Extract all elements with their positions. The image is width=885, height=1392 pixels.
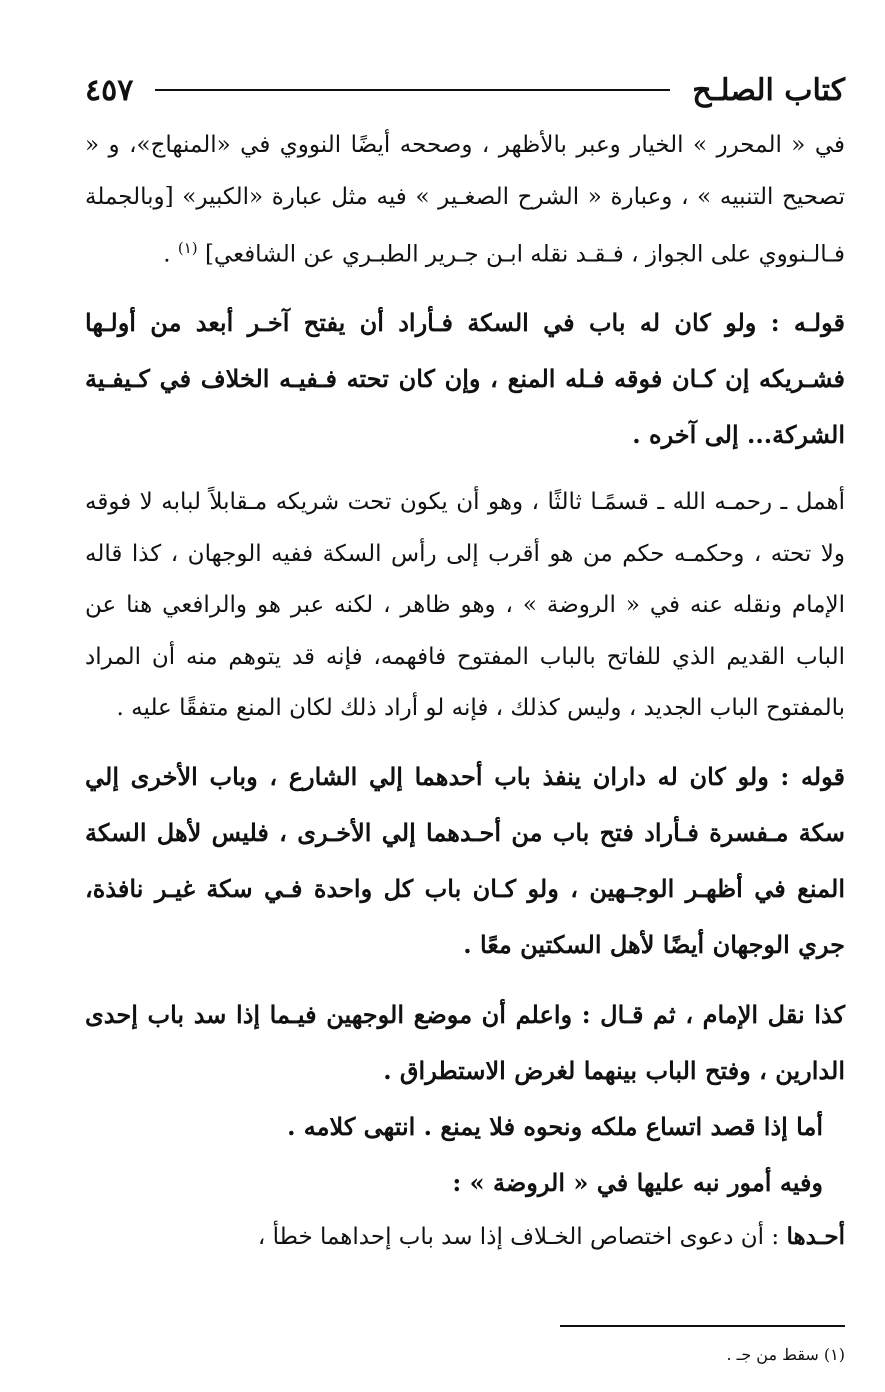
paragraph-1-text: في « المحرر » الخيار وعبر بالأظهر ، وصححه أيضًا النووي في «المنهاج»، و « تصحيح التنبيه » ، وعبارة « الشرح الصغـير » فيه مثل عبارة «الكبير» [وبالجملة فـالـنووي على الجواز ، فـقـد نقله ابـن جـرير الطبـري عن الشافعي] <box>85 132 845 268</box>
paragraph-7: وفيه أمور نبه عليها في « الروضة » : <box>452 1167 823 1197</box>
footnote-reference: (١) <box>177 239 198 257</box>
paragraph-8-text: : أن دعوى اختصاص الخـلاف إذا سد باب إحداهما خطأ ، <box>257 1223 787 1250</box>
footnote: (١) سقط من جـ . <box>726 1345 845 1364</box>
paragraph-gap <box>85 973 845 987</box>
paragraph-8-lead: أحـدها <box>786 1222 845 1250</box>
paragraph-gap <box>85 281 845 295</box>
book-title: كتاب الصلـح <box>692 72 845 108</box>
paragraph-8 <box>85 1211 845 1264</box>
paragraph-3: أهمل ـ رحمـه الله ـ قسمًـا ثالثًا ، وهو أن يكون تحت شريكه مـقابلاً لبابه لا فوقه ولا تحته ، وحكمـه حكم من هو أقرب إلى رأس السكة ففيه الوجهان ، كذا قاله الإمام ونقله عنه في « الروضة » ، وهو ظاهر ، لكنه عبر هو والرافعي هنا عن الباب القديم الذي للفاتح بالباب المفتوح فافهمه، فإنه قد يتوهم منه أن المراد بالمفتوح الباب الجديد ، وليس كذلك ، فإنه لو أراد ذلك لكان المنع متفقًا عليه . <box>85 489 845 722</box>
header-rule <box>155 89 670 91</box>
paragraph-2-quote: قولـه : ولو كان له باب في السكة فـأراد أن يفتح آخـر أبعد من أولـها فشـريكه إن كـان فوقه فـله المنع ، وإن كان تحته فـفيـه الخلاف في كـيفـية الشركة... إلى آخره . <box>85 308 845 450</box>
body-text <box>85 120 845 1263</box>
paragraph-gap <box>85 463 845 477</box>
paragraph-4-quote: قوله : ولو كان له داران ينفذ باب أحدهما إلي الشارع ، وباب الأخرى إلي سكة مـفسرة فـأراد فتح باب من أحـدهما إلي الأخـرى ، فليس لأهل السكة المنع في أظهـر الوجـهين ، ولو كـان باب كل واحدة فـي سكة غيـر نافذة، جري الوجهان أيضًا لأهل السكتين معًا . <box>85 761 845 959</box>
page-number: ٤٥٧ <box>85 72 134 108</box>
paragraph-1-tail: . <box>163 241 178 268</box>
page-header <box>85 68 845 112</box>
paragraph-5: كذا نقل الإمام ، ثم قـال : واعلم أن موضع الوجهين فيـما إذا سد باب إحدى الدارين ، وفتح الباب بينهما لغرض الاستطراق . <box>85 999 845 1085</box>
footnote-rule <box>560 1325 845 1327</box>
paragraph-gap <box>85 735 845 749</box>
paragraph-1 <box>85 120 845 281</box>
paragraph-6: أما إذا قصد اتساع ملكه ونحوه فلا يمنع . انتهى كلامه . <box>287 1111 823 1141</box>
